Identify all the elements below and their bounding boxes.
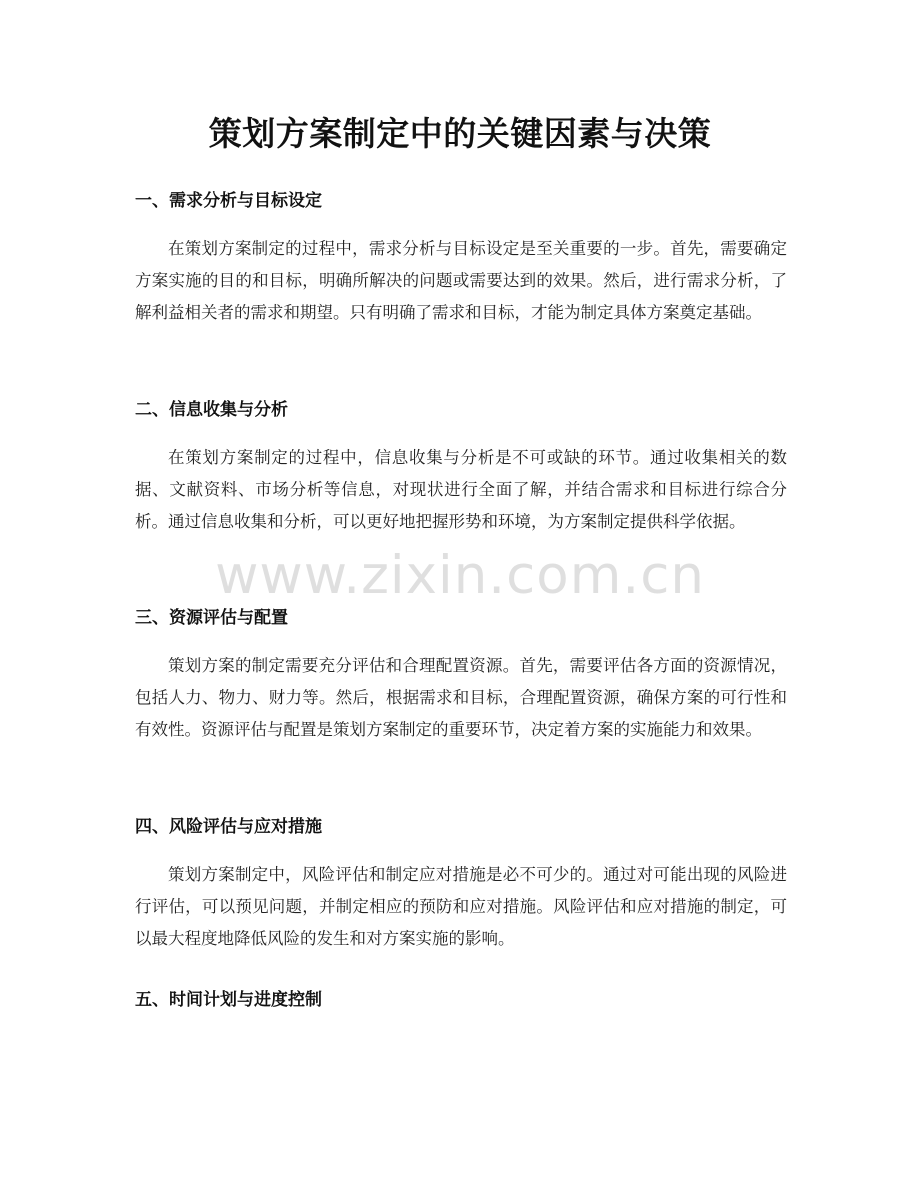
section-heading: 五、时间计划与进度控制	[135, 990, 322, 1010]
section-heading: 四、风险评估与应对措施	[135, 817, 322, 837]
section-heading: 一、需求分析与目标设定	[135, 191, 322, 211]
section-5	[135, 987, 787, 1013]
section-paragraph: 在策划方案制定的过程中，信息收集与分析是不可或缺的环节。通过收集相关的数据、文献资料、市场分析等信息，对现状进行全面了解，并结合需求和目标进行综合分析。通过信息收集和分析，可以更好地把握形势和环境，为方案制定提供科学依据。	[135, 448, 787, 531]
section-4	[135, 814, 787, 955]
section-1	[135, 188, 787, 329]
section-paragraph: 策划方案的制定需要充分评估和合理配置资源。首先，需要评估各方面的资源情况，包括人力、物力、财力等。然后，根据需求和目标，合理配置资源，确保方案的可行性和有效性。资源评估与配置是策划方案制定的重要环节，决定着方案的实施能力和效果。	[135, 656, 787, 739]
document-title: 策划方案制定中的关键因素与决策	[208, 114, 712, 153]
section-paragraph: 策划方案制定中，风险评估和制定应对措施是必不可少的。通过对可能出现的风险进行评估，可以预见问题，并制定相应的预防和应对措施。风险评估和应对措施的制定，可以最大程度地降低风险的发生和对方案实施的影响。	[135, 865, 787, 948]
section-paragraph: 在策划方案制定的过程中，需求分析与目标设定是至关重要的一步。首先，需要确定方案实施的目的和目标，明确所解决的问题或需要达到的效果。然后，进行需求分析，了解利益相关者的需求和期望。只有明确了需求和目标，才能为制定具体方案奠定基础。	[135, 239, 787, 322]
section-heading: 二、信息收集与分析	[135, 400, 288, 420]
section-heading: 三、资源评估与配置	[135, 608, 288, 628]
section-2	[135, 397, 787, 538]
watermark: www.zixin.com.cn	[215, 545, 705, 606]
section-3	[135, 605, 787, 746]
